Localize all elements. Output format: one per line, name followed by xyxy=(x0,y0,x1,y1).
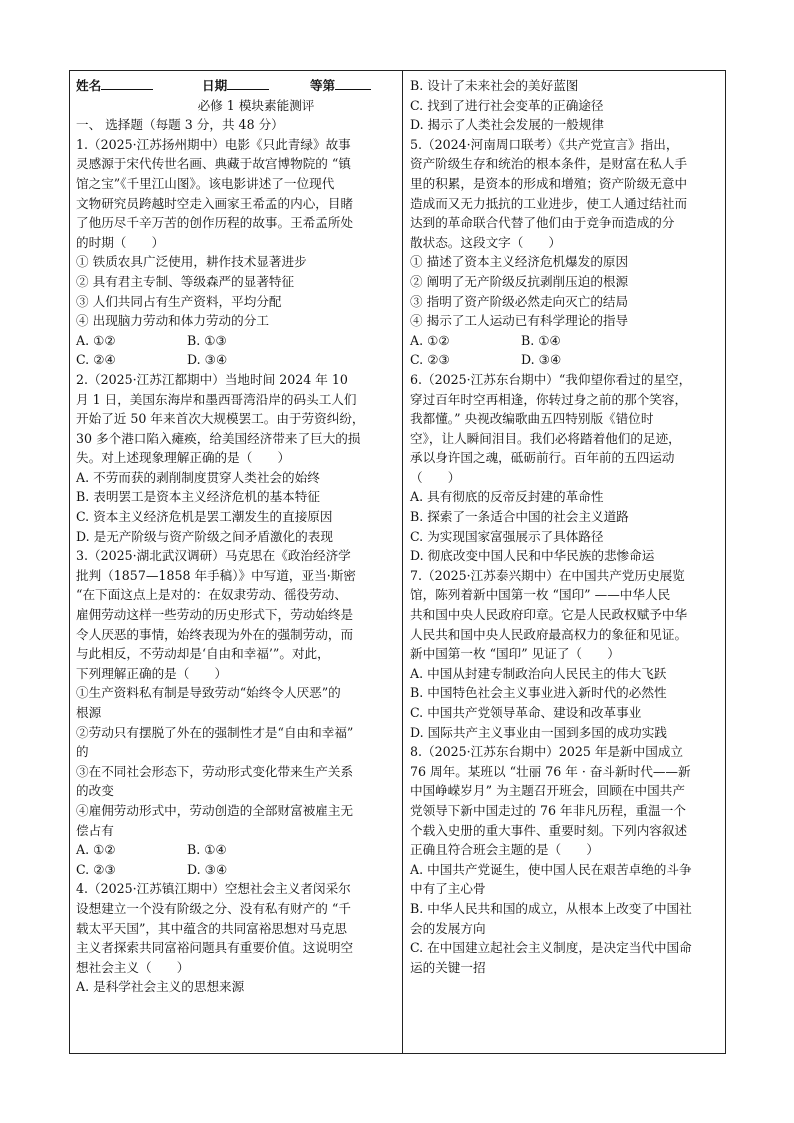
text-line: ② 阐明了无产阶级反抗剥削压迫的根源 xyxy=(410,273,629,289)
option-c[interactable]: C. 中国共产党领导革命、建设和改革事业 xyxy=(410,705,642,720)
text-line: ①生产资料私有制是导致劳动“始终令人厌恶”的 xyxy=(76,685,341,701)
text-line: “在下面这点上是对的：在奴隶劳动、徭役劳动、 xyxy=(76,587,347,603)
text-line: 人民共和国中央人民政府最高权力的象征和见证。 xyxy=(410,626,688,642)
text-line: 了他历尽千辛万苦的创作历程的故事。王希孟所处 xyxy=(76,215,354,231)
text-line: 令人厌恶的事情，始终表现为外在的强制劳动，而 xyxy=(76,626,354,642)
option-a[interactable]: A. ①② xyxy=(410,332,450,348)
text-line: 主义者探索共同富裕问题具有重要价值。这说明空 xyxy=(76,940,354,956)
text-line: 1.（2025·江苏扬州期中）电影《只此青绿》故事 xyxy=(76,136,351,152)
text-line: 8.（2025·江苏东台期中）2025 年是新中国成立 xyxy=(410,744,684,760)
option-d[interactable]: D. ③④ xyxy=(521,352,562,368)
options-row xyxy=(76,860,396,880)
options-row xyxy=(76,840,396,860)
text-line: 承以身许国之魂，砥砺前行。百年前的五四运动 xyxy=(410,450,675,466)
column-divider xyxy=(402,70,403,1054)
text-line: ③ 人们共同占有生产资料，平均分配 xyxy=(76,293,282,309)
text-line: 达到的革命联合代替了他们由于竞争而造成的分 xyxy=(410,215,675,231)
option-c[interactable]: C. ②③ xyxy=(76,861,116,877)
option-a[interactable]: A. ①② xyxy=(76,842,116,858)
text-line: ④ 揭示了工人运动已有科学理论的指导 xyxy=(410,313,629,329)
text-line: 会的发展方向 xyxy=(410,920,486,936)
question-2-3 xyxy=(76,370,396,879)
text-line: 月 1 日，美国东海岸和墨西哥湾沿岸的码头工人们 xyxy=(76,391,357,407)
text-line: 散状态。这段文字（ ） xyxy=(410,234,562,250)
option-b[interactable]: B. 表明罢工是资本主义经济危机的基本特征 xyxy=(76,489,320,505)
option-a[interactable]: A. 中国从封建专制政治向人民民主的伟大飞跃 xyxy=(410,665,667,681)
option-b[interactable]: B. ①④ xyxy=(521,332,561,348)
text-line: ④ 出现脑力劳动和体力劳动的分工 xyxy=(76,313,269,329)
option-c[interactable]: C. 为实现国家富强展示了具体路径 xyxy=(410,528,604,544)
text-line: ④雇佣劳动形式中，劳动创造的全部财富被雇主无 xyxy=(76,802,354,818)
text-line: 馆，陈列着新中国第一枚 “国印” ——中华人民 xyxy=(410,587,671,603)
text-line: 文物研究员跨越时空走入画家王希孟的内心，目睹 xyxy=(76,195,354,211)
options-row xyxy=(410,331,718,351)
text-line: 2.（2025·江苏江都期中）当地时间 2024 年 10 xyxy=(76,371,348,387)
text-line: 资产阶级生存和统治的根本条件，是财富在私人手 xyxy=(410,156,688,172)
section-heading: 一、 选择题（每题 3 分，共 48 分） xyxy=(76,117,284,133)
text-line: 批判（1857—1858 年手稿）》中写道，亚当·斯密 xyxy=(76,567,356,583)
options-row xyxy=(410,350,718,370)
text-line: 5.（2024·河南周口联考）《共产党宣言》指出， xyxy=(410,136,679,152)
option-d[interactable]: D. 国际共产主义事业由一国到多国的成功实践 xyxy=(410,724,667,740)
question-6-8 xyxy=(410,370,718,977)
text-line: ② 具有君主专制、等级森严的显著特征 xyxy=(76,273,295,289)
question-4 xyxy=(76,879,396,997)
text-line: ③在不同社会形态下，劳动形式变化带来生产关系 xyxy=(76,763,354,779)
text-line: 中有了主心骨 xyxy=(410,881,486,897)
option-b[interactable]: B. ①③ xyxy=(187,332,227,348)
text-line: ③ 指明了资产阶级必然走向灭亡的结局 xyxy=(410,293,629,309)
text-line: 76 周年。某班以 “壮丽 76 年 · 奋斗新时代——新 xyxy=(410,763,691,779)
option-d[interactable]: D. 揭示了人类社会发展的一般规律 xyxy=(410,117,604,133)
grade-blank[interactable] xyxy=(335,77,371,90)
text-line: 中国峥嵘岁月” 为主题召开班会，回顾在中国共产 xyxy=(410,783,685,799)
text-line: （ ） xyxy=(410,469,461,485)
text-line: 空》，让人瞬间泪目。我们必将踏着他们的足迹， xyxy=(410,430,681,446)
option-d[interactable]: D. 是无产阶级与资产阶级之间矛盾激化的表现 xyxy=(76,528,333,544)
option-a[interactable]: A. 中国共产党诞生，使中国人民在艰苦卓绝的斗争 xyxy=(410,861,692,877)
text-line: 穿过百年时空再相逢，你转过身之前的那个笑容， xyxy=(410,391,688,407)
text-line: 3.（2025·湖北武汉调研）马克思在《政治经济学 xyxy=(76,548,351,564)
page-title: 必修 1 模块素能测评 xyxy=(197,97,315,113)
text-line: 设想建立一个没有阶级之分、没有私有财产的 “千 xyxy=(76,900,351,916)
option-b[interactable]: B. 设计了未来社会的美好蓝图 xyxy=(410,78,579,93)
text-line: 里的积累，是资本的形成和增殖；资产阶级无意中 xyxy=(410,175,688,191)
option-a[interactable]: A. 具有彻底的反帝反封建的革命性 xyxy=(410,489,604,505)
text-line: 运的关键一招 xyxy=(410,959,486,975)
text-line: 我都懂。” 央视改编歌曲五四特别版《错位时 xyxy=(410,411,654,427)
option-b[interactable]: B. 中国特色社会主义事业进入新时代的必然性 xyxy=(410,685,667,701)
option-c[interactable]: C. 资本主义经济危机是罢工潮发生的直接原因 xyxy=(76,509,333,525)
option-b[interactable]: B. 中华人民共和国的成立，从根本上改变了中国社 xyxy=(410,900,692,916)
left-column xyxy=(76,76,396,997)
text-line: 偿占有 xyxy=(76,822,114,838)
options-row xyxy=(76,331,396,351)
option-c[interactable]: C. 找到了进行社会变革的正确途径 xyxy=(410,97,604,113)
date-blank[interactable] xyxy=(227,77,269,90)
option-b[interactable]: B. ①④ xyxy=(187,842,227,858)
text-line: 4.（2025·江苏镇江期中）空想社会主义者闵采尔 xyxy=(76,881,351,897)
text-line: 开始了近 50 年来首次大规模罢工。由于劳资纠纷， xyxy=(76,411,365,427)
options-row xyxy=(76,350,396,370)
grade-label: 等第 xyxy=(309,78,336,93)
option-d[interactable]: D. ③④ xyxy=(187,861,228,877)
option-b[interactable]: B. 探索了一条适合中国的社会主义道路 xyxy=(410,509,629,525)
option-a[interactable]: A. ①② xyxy=(76,332,116,348)
question-1 xyxy=(76,135,396,370)
text-line: 想社会主义（ ） xyxy=(76,959,190,975)
text-line: 馆之宝”《千里江山图》。该电影讲述了一位现代 xyxy=(76,175,335,191)
option-c[interactable]: C. 在中国建立起社会主义制度，是决定当代中国命 xyxy=(410,940,692,956)
option-c[interactable]: C. ②③ xyxy=(410,352,450,368)
text-line: 失。对上述现象理解正确的是（ ） xyxy=(76,450,291,466)
question-4-5 xyxy=(410,76,718,370)
text-line: 30 多个港口陷入瘫痪，给美国经济带来了巨大的损 xyxy=(76,430,361,446)
date-label: 日期 xyxy=(201,78,228,93)
text-line: 6.（2025·江苏东台期中）“我仰望你看过的星空， xyxy=(410,371,692,387)
text-line: 下列理解正确的是（ ） xyxy=(76,665,228,681)
name-label: 姓名 xyxy=(76,78,102,93)
text-line: 个载入史册的重大事件、重要时刻。下列内容叙述 xyxy=(410,822,688,838)
name-blank[interactable] xyxy=(101,77,153,90)
option-c[interactable]: C. ②④ xyxy=(76,352,116,368)
text-line: 灵感源于宋代传世名画、典藏于故宫博物院的 “镇 xyxy=(76,156,351,172)
option-a[interactable]: A. 不劳而获的剥削制度贯穿人类社会的始终 xyxy=(76,469,320,485)
text-line: 与此相反，不劳动却是‘自由和幸福’”。对此， xyxy=(76,646,330,662)
option-d[interactable]: D. 彻底改变中国人民和中华民族的悲惨命运 xyxy=(410,548,655,564)
option-d[interactable]: D. ③④ xyxy=(187,352,228,368)
text-line: 的时期（ ） xyxy=(76,234,165,250)
text-line: 造成而又无力抵抗的工业进步，使工人通过结社而 xyxy=(410,195,688,211)
text-line: ②劳动只有摆脱了外在的强制性才是“自由和幸福” xyxy=(76,724,354,740)
text-line: 正确且符合班会主题的是（ ） xyxy=(410,842,599,858)
text-line: 共和国中央人民政府印章。它是人民政权赋予中华 xyxy=(410,607,688,623)
text-line: ① 铁质农具广泛使用，耕作技术显著进步 xyxy=(76,254,307,270)
text-line: 7.（2025·江苏泰兴期中）在中国共产党历史展览 xyxy=(410,567,685,583)
text-line: 雇佣劳动这样一些劳动的历史形式下，劳动始终是 xyxy=(76,607,354,623)
text-line: 的 xyxy=(76,744,89,760)
text-line: 载太平天国”，其中蕴含的共同富裕思想对马克思 xyxy=(76,920,347,936)
text-line: 根源 xyxy=(76,705,102,720)
right-column xyxy=(410,76,718,977)
text-line: 的改变 xyxy=(76,783,114,799)
text-line: 新中国第一枚 “国印” 见证了（ ） xyxy=(410,646,620,662)
text-line: 党领导下新中国走过的 76 年非凡历程，重温一个 xyxy=(410,802,686,818)
text-line: ① 描述了资本主义经济危机爆发的原因 xyxy=(410,254,629,270)
student-info-line xyxy=(76,76,396,96)
option-a[interactable]: A. 是科学社会主义的思想来源 xyxy=(76,979,245,995)
